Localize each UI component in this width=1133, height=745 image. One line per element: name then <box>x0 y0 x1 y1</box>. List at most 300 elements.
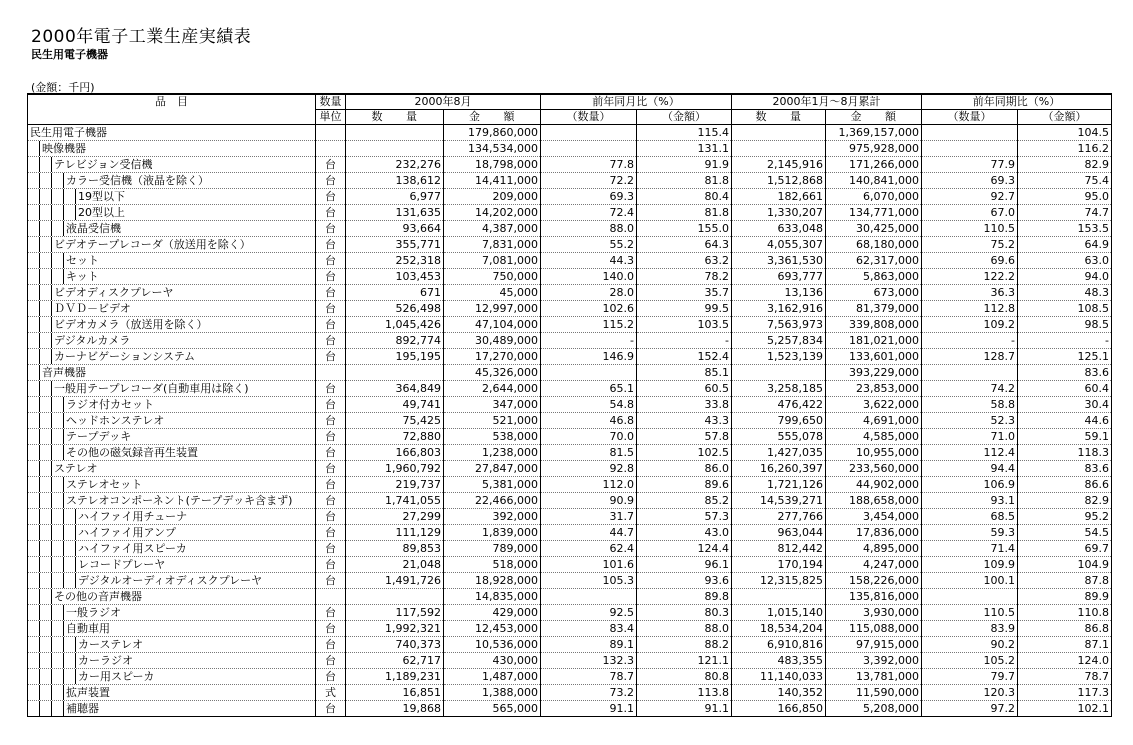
indent-guide <box>28 589 40 604</box>
indent-guide <box>40 685 52 700</box>
yoy-quantity-cell: 115.2 <box>541 317 637 333</box>
table-row <box>28 221 1112 237</box>
indent-guide <box>40 269 52 284</box>
indent-guide <box>64 573 76 588</box>
cumulative-quantity-cell: 277,766 <box>732 509 826 525</box>
month-amount-cell: 14,835,000 <box>444 589 541 605</box>
indent-guide <box>52 605 64 620</box>
header-period-quantity: （数量） <box>922 110 1018 125</box>
period-quantity-cell: 106.9 <box>922 477 1018 493</box>
indent-guide <box>28 445 40 460</box>
indent-guide <box>28 605 40 620</box>
cumulative-quantity-cell: 1,427,035 <box>732 445 826 461</box>
cumulative-amount-cell: 17,836,000 <box>826 525 922 541</box>
month-amount-cell: 30,489,000 <box>444 333 541 349</box>
month-quantity-cell: 219,737 <box>346 477 444 493</box>
indent-guide <box>40 637 52 652</box>
cumulative-amount-cell: 233,560,000 <box>826 461 922 477</box>
table-row <box>28 461 1112 477</box>
period-quantity-cell: 77.9 <box>922 157 1018 173</box>
item-name: 20型以上 <box>78 205 125 219</box>
cumulative-amount-cell: 3,622,000 <box>826 397 922 413</box>
month-amount-cell: 10,536,000 <box>444 637 541 653</box>
month-amount-cell: 17,270,000 <box>444 349 541 365</box>
cumulative-quantity-cell: 633,048 <box>732 221 826 237</box>
unit-cell: 台 <box>316 317 346 333</box>
indent-guide <box>52 669 64 684</box>
yoy-amount-cell: 57.8 <box>637 429 732 445</box>
yoy-amount-cell: 80.4 <box>637 189 732 205</box>
indent-guide <box>28 557 40 572</box>
header-yoy-period: 前年同期比（%） <box>922 94 1112 110</box>
indent-guide <box>28 429 40 444</box>
month-amount-cell: 18,798,000 <box>444 157 541 173</box>
cumulative-quantity-cell: 1,512,868 <box>732 173 826 189</box>
month-quantity-cell: 740,373 <box>346 637 444 653</box>
cumulative-amount-cell: 62,317,000 <box>826 253 922 269</box>
period-quantity-cell: 93.1 <box>922 493 1018 509</box>
cumulative-amount-cell: 5,863,000 <box>826 269 922 285</box>
period-quantity-cell: 71.4 <box>922 541 1018 557</box>
table-row <box>28 333 1112 349</box>
period-amount-cell: 87.1 <box>1018 637 1112 653</box>
month-quantity-cell: 1,960,792 <box>346 461 444 477</box>
item-name-cell <box>28 125 316 141</box>
unit-cell: 台 <box>316 285 346 301</box>
yoy-quantity-cell: 88.0 <box>541 221 637 237</box>
period-quantity-cell: 109.2 <box>922 317 1018 333</box>
month-amount-cell: 521,000 <box>444 413 541 429</box>
period-quantity-cell: 100.1 <box>922 573 1018 589</box>
header-cumulative-amount: 金 額 <box>826 110 922 125</box>
month-amount-cell: 1,487,000 <box>444 669 541 685</box>
table-row <box>28 573 1112 589</box>
unit-cell: 台 <box>316 333 346 349</box>
item-name: テープデッキ <box>66 429 132 443</box>
indent-guide <box>52 621 64 636</box>
indent-guide <box>40 525 52 540</box>
item-name: 補聴器 <box>66 701 99 715</box>
cumulative-quantity-cell <box>732 589 826 605</box>
item-name-cell <box>28 701 316 717</box>
unit-cell: 台 <box>316 269 346 285</box>
cumulative-quantity-cell: 170,194 <box>732 557 826 573</box>
period-quantity-cell: 71.0 <box>922 429 1018 445</box>
yoy-quantity-cell: 112.0 <box>541 477 637 493</box>
cumulative-amount-cell: 1,369,157,000 <box>826 125 922 141</box>
item-name-cell <box>28 365 316 381</box>
indent-guide <box>28 573 40 588</box>
cumulative-quantity-cell: 3,361,530 <box>732 253 826 269</box>
table-row <box>28 557 1112 573</box>
yoy-amount-cell: 60.5 <box>637 381 732 397</box>
page-subtitle: 民生用電子機器 <box>31 48 108 61</box>
cumulative-amount-cell: 30,425,000 <box>826 221 922 237</box>
month-quantity-cell: 1,189,231 <box>346 669 444 685</box>
period-quantity-cell: 109.9 <box>922 557 1018 573</box>
yoy-amount-cell: 113.8 <box>637 685 732 701</box>
period-amount-cell: 108.5 <box>1018 301 1112 317</box>
header-yoy-quantity: （数量） <box>541 110 637 125</box>
cumulative-quantity-cell: 16,260,397 <box>732 461 826 477</box>
unit-cell: 台 <box>316 653 346 669</box>
yoy-quantity-cell: 72.4 <box>541 205 637 221</box>
yoy-amount-cell: 96.1 <box>637 557 732 573</box>
cumulative-amount-cell: 4,585,000 <box>826 429 922 445</box>
indent-guide <box>52 477 64 492</box>
table-row <box>28 125 1112 141</box>
item-name: ハイファイ用スピーカ <box>78 541 187 555</box>
unit-cell: 台 <box>316 429 346 445</box>
indent-guide <box>28 189 40 204</box>
unit-note: (金額：千円) <box>31 81 95 94</box>
month-quantity-cell: 671 <box>346 285 444 301</box>
period-quantity-cell: - <box>922 333 1018 349</box>
indent-guide <box>40 509 52 524</box>
yoy-quantity-cell: 92.8 <box>541 461 637 477</box>
period-quantity-cell <box>922 125 1018 141</box>
month-amount-cell: 7,081,000 <box>444 253 541 269</box>
yoy-amount-cell: 91.1 <box>637 701 732 717</box>
cumulative-amount-cell: 13,781,000 <box>826 669 922 685</box>
indent-guide <box>52 189 64 204</box>
indent-guide <box>52 637 64 652</box>
cumulative-quantity-cell: 812,442 <box>732 541 826 557</box>
indent-guide <box>28 653 40 668</box>
period-amount-cell: 125.1 <box>1018 349 1112 365</box>
month-quantity-cell: 1,741,055 <box>346 493 444 509</box>
indent-guide <box>28 333 40 348</box>
yoy-amount-cell: 89.8 <box>637 589 732 605</box>
item-name-cell <box>28 317 316 333</box>
cumulative-quantity-cell: 18,534,204 <box>732 621 826 637</box>
period-amount-cell: 64.9 <box>1018 237 1112 253</box>
month-quantity-cell: 72,880 <box>346 429 444 445</box>
item-name: カーラジオ <box>78 653 133 667</box>
yoy-quantity-cell: 140.0 <box>541 269 637 285</box>
unit-cell: 台 <box>316 253 346 269</box>
month-amount-cell: 4,387,000 <box>444 221 541 237</box>
item-name-cell <box>28 637 316 653</box>
yoy-amount-cell: 80.3 <box>637 605 732 621</box>
month-quantity-cell: 526,498 <box>346 301 444 317</box>
cumulative-amount-cell: 339,808,000 <box>826 317 922 333</box>
cumulative-amount-cell: 133,601,000 <box>826 349 922 365</box>
month-amount-cell: 750,000 <box>444 269 541 285</box>
indent-guide <box>28 397 40 412</box>
table-row <box>28 589 1112 605</box>
month-quantity-cell: 166,803 <box>346 445 444 461</box>
unit-cell: 台 <box>316 477 346 493</box>
period-amount-cell: 94.0 <box>1018 269 1112 285</box>
indent-guide <box>40 701 52 716</box>
period-amount-cell: 74.7 <box>1018 205 1112 221</box>
cumulative-amount-cell: 4,895,000 <box>826 541 922 557</box>
yoy-quantity-cell <box>541 589 637 605</box>
header-month-amount: 金 額 <box>444 110 541 125</box>
period-quantity-cell: 112.8 <box>922 301 1018 317</box>
yoy-quantity-cell: 44.3 <box>541 253 637 269</box>
unit-cell: 台 <box>316 221 346 237</box>
table-row <box>28 189 1112 205</box>
yoy-amount-cell: 88.2 <box>637 637 732 653</box>
cumulative-amount-cell: 171,266,000 <box>826 157 922 173</box>
period-amount-cell: 95.2 <box>1018 509 1112 525</box>
cumulative-quantity-cell: 2,145,916 <box>732 157 826 173</box>
cumulative-quantity-cell: 3,162,916 <box>732 301 826 317</box>
month-quantity-cell <box>346 365 444 381</box>
indent-guide <box>28 349 40 364</box>
table-row <box>28 365 1112 381</box>
cumulative-amount-cell: 81,379,000 <box>826 301 922 317</box>
table-row <box>28 669 1112 685</box>
period-quantity-cell: 105.2 <box>922 653 1018 669</box>
period-amount-cell: 102.1 <box>1018 701 1112 717</box>
period-quantity-cell: 90.2 <box>922 637 1018 653</box>
period-quantity-cell: 94.4 <box>922 461 1018 477</box>
item-name: セット <box>66 253 99 267</box>
item-name: 自動車用 <box>66 621 110 635</box>
table-row <box>28 621 1112 637</box>
cumulative-quantity-cell: 166,850 <box>732 701 826 717</box>
month-amount-cell: 518,000 <box>444 557 541 573</box>
yoy-amount-cell: 80.8 <box>637 669 732 685</box>
cumulative-quantity-cell: 12,315,825 <box>732 573 826 589</box>
period-quantity-cell: 69.3 <box>922 173 1018 189</box>
period-amount-cell: 116.2 <box>1018 141 1112 157</box>
item-name-cell <box>28 557 316 573</box>
indent-guide <box>64 557 76 572</box>
period-quantity-cell: 97.2 <box>922 701 1018 717</box>
header-month-quantity: 数 量 <box>346 110 444 125</box>
table-row <box>28 429 1112 445</box>
month-quantity-cell: 355,771 <box>346 237 444 253</box>
month-quantity-cell: 364,849 <box>346 381 444 397</box>
unit-cell <box>316 365 346 381</box>
item-name: ビデオディスクプレーヤ <box>54 285 174 299</box>
indent-guide <box>52 509 64 524</box>
month-amount-cell: 538,000 <box>444 429 541 445</box>
table-row <box>28 525 1112 541</box>
page-title: 2000年電子工業生産実績表 <box>31 27 252 47</box>
period-amount-cell: 44.6 <box>1018 413 1112 429</box>
indent-guide <box>52 205 64 220</box>
indent-guide <box>52 653 64 668</box>
unit-cell: 台 <box>316 525 346 541</box>
item-name-cell <box>28 333 316 349</box>
item-name-cell <box>28 461 316 477</box>
indent-guide <box>40 573 52 588</box>
period-amount-cell: 86.8 <box>1018 621 1112 637</box>
table-row <box>28 173 1112 189</box>
yoy-amount-cell: 91.9 <box>637 157 732 173</box>
yoy-quantity-cell: 70.0 <box>541 429 637 445</box>
period-quantity-cell: 92.7 <box>922 189 1018 205</box>
unit-cell: 台 <box>316 301 346 317</box>
unit-cell: 台 <box>316 669 346 685</box>
yoy-quantity-cell: 78.7 <box>541 669 637 685</box>
item-name: カラー受信機（液晶を除く） <box>66 173 209 187</box>
indent-guide <box>28 269 40 284</box>
yoy-quantity-cell <box>541 365 637 381</box>
yoy-amount-cell: 86.0 <box>637 461 732 477</box>
indent-guide <box>40 541 52 556</box>
indent-guide <box>40 605 52 620</box>
month-quantity-cell: 75,425 <box>346 413 444 429</box>
header-period-amount: （金額） <box>1018 110 1112 125</box>
cumulative-amount-cell: 673,000 <box>826 285 922 301</box>
item-name: ハイファイ用アンプ <box>78 525 177 539</box>
month-quantity-cell: 252,318 <box>346 253 444 269</box>
period-quantity-cell: 112.4 <box>922 445 1018 461</box>
yoy-quantity-cell: 83.4 <box>541 621 637 637</box>
item-name-cell <box>28 445 316 461</box>
period-quantity-cell: 110.5 <box>922 221 1018 237</box>
period-amount-cell: 30.4 <box>1018 397 1112 413</box>
period-quantity-cell: 110.5 <box>922 605 1018 621</box>
yoy-quantity-cell: 62.4 <box>541 541 637 557</box>
table-row <box>28 253 1112 269</box>
table-row <box>28 381 1112 397</box>
table-row <box>28 605 1112 621</box>
table-row <box>28 637 1112 653</box>
indent-guide <box>40 173 52 188</box>
indent-guide <box>28 205 40 220</box>
yoy-amount-cell: 33.8 <box>637 397 732 413</box>
indent-guide <box>28 157 40 172</box>
unit-cell: 台 <box>316 541 346 557</box>
yoy-quantity-cell: 77.8 <box>541 157 637 173</box>
item-name: ステレオ <box>54 461 98 475</box>
month-quantity-cell: 1,045,426 <box>346 317 444 333</box>
item-name: 拡声装置 <box>66 685 110 699</box>
indent-guide <box>28 381 40 396</box>
item-name-cell <box>28 541 316 557</box>
period-quantity-cell: 79.7 <box>922 669 1018 685</box>
indent-guide <box>64 509 76 524</box>
item-name: カーステレオ <box>78 637 144 651</box>
cumulative-quantity-cell: 14,539,271 <box>732 493 826 509</box>
indent-guide <box>28 317 40 332</box>
table-row <box>28 157 1112 173</box>
unit-cell: 台 <box>316 397 346 413</box>
table-row <box>28 541 1112 557</box>
indent-guide <box>64 637 76 652</box>
cumulative-amount-cell: 158,226,000 <box>826 573 922 589</box>
yoy-quantity-cell: 28.0 <box>541 285 637 301</box>
yoy-quantity-cell <box>541 125 637 141</box>
item-name-cell <box>28 605 316 621</box>
month-quantity-cell: 138,612 <box>346 173 444 189</box>
indent-guide <box>28 669 40 684</box>
item-name-cell <box>28 589 316 605</box>
cumulative-amount-cell: 188,658,000 <box>826 493 922 509</box>
indent-guide <box>28 701 40 716</box>
item-name-cell <box>28 509 316 525</box>
item-name: デジタルカメラ <box>54 333 131 347</box>
period-quantity-cell: 83.9 <box>922 621 1018 637</box>
month-quantity-cell <box>346 589 444 605</box>
table-row <box>28 397 1112 413</box>
item-name-cell <box>28 173 316 189</box>
indent-guide <box>52 557 64 572</box>
period-quantity-cell: 52.3 <box>922 413 1018 429</box>
yoy-amount-cell: 43.0 <box>637 525 732 541</box>
cumulative-quantity-cell: 4,055,307 <box>732 237 826 253</box>
period-quantity-cell: 36.3 <box>922 285 1018 301</box>
table-row <box>28 701 1112 717</box>
indent-guide <box>52 269 64 284</box>
period-quantity-cell: 68.5 <box>922 509 1018 525</box>
cumulative-amount-cell: 135,816,000 <box>826 589 922 605</box>
item-name: カーナビゲーションシステム <box>54 349 196 363</box>
yoy-amount-cell: 63.2 <box>637 253 732 269</box>
cumulative-amount-cell: 68,180,000 <box>826 237 922 253</box>
unit-cell: 台 <box>316 237 346 253</box>
table-row <box>28 317 1112 333</box>
indent-guide <box>40 221 52 236</box>
period-amount-cell: 75.4 <box>1018 173 1112 189</box>
header-month: 2000年8月 <box>346 94 541 110</box>
item-name: デジタルオーディオディスクプレーヤ <box>78 573 263 587</box>
item-name-cell <box>28 493 316 509</box>
yoy-quantity-cell: 105.3 <box>541 573 637 589</box>
month-quantity-cell: 131,635 <box>346 205 444 221</box>
yoy-amount-cell: 81.8 <box>637 205 732 221</box>
unit-cell: 式 <box>316 685 346 701</box>
month-quantity-cell: 93,664 <box>346 221 444 237</box>
yoy-quantity-cell <box>541 141 637 157</box>
indent-guide <box>52 397 64 412</box>
item-name: キット <box>66 269 99 283</box>
item-name-cell <box>28 253 316 269</box>
item-name-cell <box>28 269 316 285</box>
unit-cell: 台 <box>316 701 346 717</box>
table-body <box>28 125 1112 717</box>
month-amount-cell: 179,860,000 <box>444 125 541 141</box>
indent-guide <box>40 157 52 172</box>
cumulative-amount-cell: 3,930,000 <box>826 605 922 621</box>
indent-guide <box>40 253 52 268</box>
month-quantity-cell: 16,851 <box>346 685 444 701</box>
yoy-amount-cell: 152.4 <box>637 349 732 365</box>
indent-guide <box>28 237 40 252</box>
period-amount-cell: 95.0 <box>1018 189 1112 205</box>
indent-guide <box>52 221 64 236</box>
period-quantity-cell: 122.2 <box>922 269 1018 285</box>
indent-guide <box>52 701 64 716</box>
indent-guide <box>28 637 40 652</box>
table-row <box>28 205 1112 221</box>
item-name-cell <box>28 413 316 429</box>
item-name: ハイファイ用チューナ <box>78 509 188 523</box>
month-amount-cell: 209,000 <box>444 189 541 205</box>
cumulative-quantity-cell <box>732 141 826 157</box>
month-amount-cell: 429,000 <box>444 605 541 621</box>
period-amount-cell: 104.5 <box>1018 125 1112 141</box>
indent-guide <box>28 285 40 300</box>
item-name-cell <box>28 205 316 221</box>
item-name: 音声機器 <box>42 365 86 379</box>
indent-guide <box>40 669 52 684</box>
cumulative-quantity-cell: 182,661 <box>732 189 826 205</box>
yoy-quantity-cell: 91.1 <box>541 701 637 717</box>
month-quantity-cell: 19,868 <box>346 701 444 717</box>
unit-cell: 台 <box>316 189 346 205</box>
table-row <box>28 237 1112 253</box>
item-name-cell <box>28 397 316 413</box>
cumulative-amount-cell: 44,902,000 <box>826 477 922 493</box>
